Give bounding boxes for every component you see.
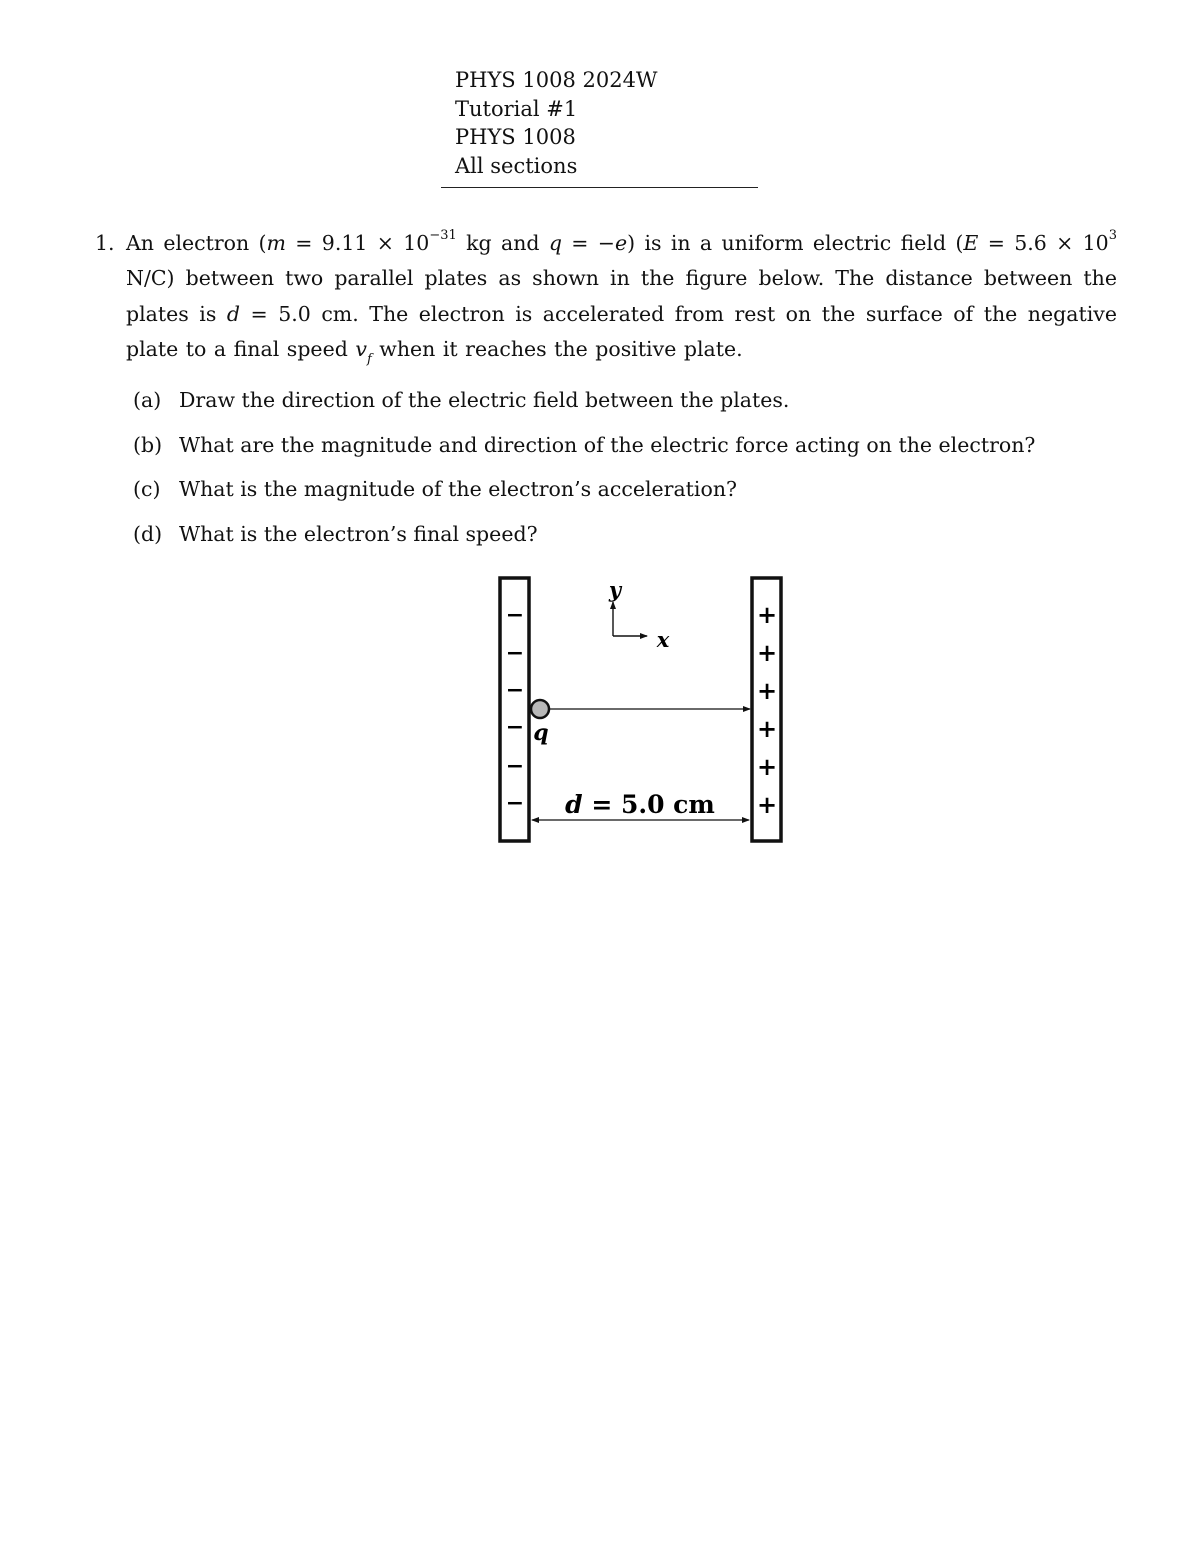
part-d bbox=[133, 512, 1035, 557]
positive-charge-sign: + bbox=[756, 752, 778, 781]
mass-value: = 9.11 × 10 bbox=[285, 231, 430, 255]
problem-parts bbox=[133, 378, 1035, 556]
distance-symbol: d bbox=[226, 301, 241, 326]
negative-charge-sign: − bbox=[505, 602, 525, 628]
statement-text-a: An electron ( bbox=[126, 231, 267, 255]
statement-text-c: ) is in a uniform electric field ( bbox=[627, 231, 964, 255]
mass-exponent: −31 bbox=[429, 228, 457, 244]
part-text: What is the magnitude of the electron’s acceleration? bbox=[179, 477, 738, 501]
statement-text-b: kg and bbox=[456, 231, 549, 255]
statement-text-d: N/C) between two parallel plates as shown in the figure below. The distance between the plates is bbox=[126, 266, 1117, 326]
statement-text-f: when it reaches the positive plate. bbox=[371, 336, 743, 361]
part-text: Draw the direction of the electric field between the plates. bbox=[179, 388, 790, 412]
tutorial-title: Tutorial #1 bbox=[455, 96, 578, 121]
elementary-charge-symbol: e bbox=[614, 231, 628, 255]
positive-charge-sign: + bbox=[756, 638, 778, 667]
distance-label bbox=[565, 790, 715, 819]
x-axis-label: x bbox=[656, 627, 670, 652]
distance-value: = 5.0 cm bbox=[240, 301, 353, 326]
positive-charge-sign: + bbox=[756, 790, 778, 819]
part-label: (a) bbox=[133, 388, 162, 412]
charge-label: q bbox=[533, 720, 549, 746]
figure-svg bbox=[490, 570, 790, 850]
positive-charge-sign: + bbox=[756, 600, 778, 629]
part-label: (d) bbox=[133, 521, 163, 546]
speed-subscript: f bbox=[366, 351, 372, 367]
header-divider bbox=[441, 187, 758, 188]
positive-charge-sign: + bbox=[756, 714, 778, 743]
course-code: PHYS 1008 bbox=[455, 125, 576, 149]
field-value: = 5.6 × 10 bbox=[978, 231, 1109, 255]
course-title: PHYS 1008 2024W bbox=[455, 68, 658, 92]
field-symbol: E bbox=[963, 231, 979, 255]
mass-symbol: m bbox=[266, 231, 286, 255]
charge-symbol: q bbox=[548, 231, 562, 255]
part-text: What are the magnitude and direction of the electric force acting on the electron? bbox=[179, 432, 1036, 457]
parallel-plates-figure bbox=[490, 570, 790, 850]
part-b bbox=[133, 423, 1035, 468]
problem-1 bbox=[95, 226, 1117, 367]
negative-charge-sign: − bbox=[505, 640, 525, 666]
part-c bbox=[133, 467, 1035, 512]
problem-number: 1. bbox=[95, 231, 115, 255]
statement-text-e: . The electron is accelerated from rest on the surface of the negative plate to a final speed bbox=[126, 301, 1117, 361]
negative-charge-sign: − bbox=[505, 714, 525, 740]
sections-label: All sections bbox=[455, 153, 578, 178]
negative-charge-sign: − bbox=[505, 790, 525, 816]
negative-charge-sign: − bbox=[505, 677, 525, 703]
part-a bbox=[133, 378, 1035, 423]
negative-charge-sign: − bbox=[505, 753, 525, 779]
electron-charge bbox=[531, 700, 549, 718]
distance-label-symbol: d bbox=[565, 790, 583, 819]
document-header bbox=[455, 66, 658, 180]
distance-label-value: = 5.0 cm bbox=[582, 790, 715, 819]
part-label: (c) bbox=[133, 477, 161, 501]
positive-charge-sign: + bbox=[756, 676, 778, 705]
problem-statement bbox=[126, 226, 1117, 367]
speed-symbol: v bbox=[355, 336, 367, 361]
part-label: (b) bbox=[133, 432, 163, 457]
part-text: What is the electron’s final speed? bbox=[179, 521, 538, 546]
field-exponent: 3 bbox=[1108, 228, 1117, 244]
y-axis-label: y bbox=[608, 577, 622, 602]
charge-equals: = − bbox=[561, 231, 615, 255]
